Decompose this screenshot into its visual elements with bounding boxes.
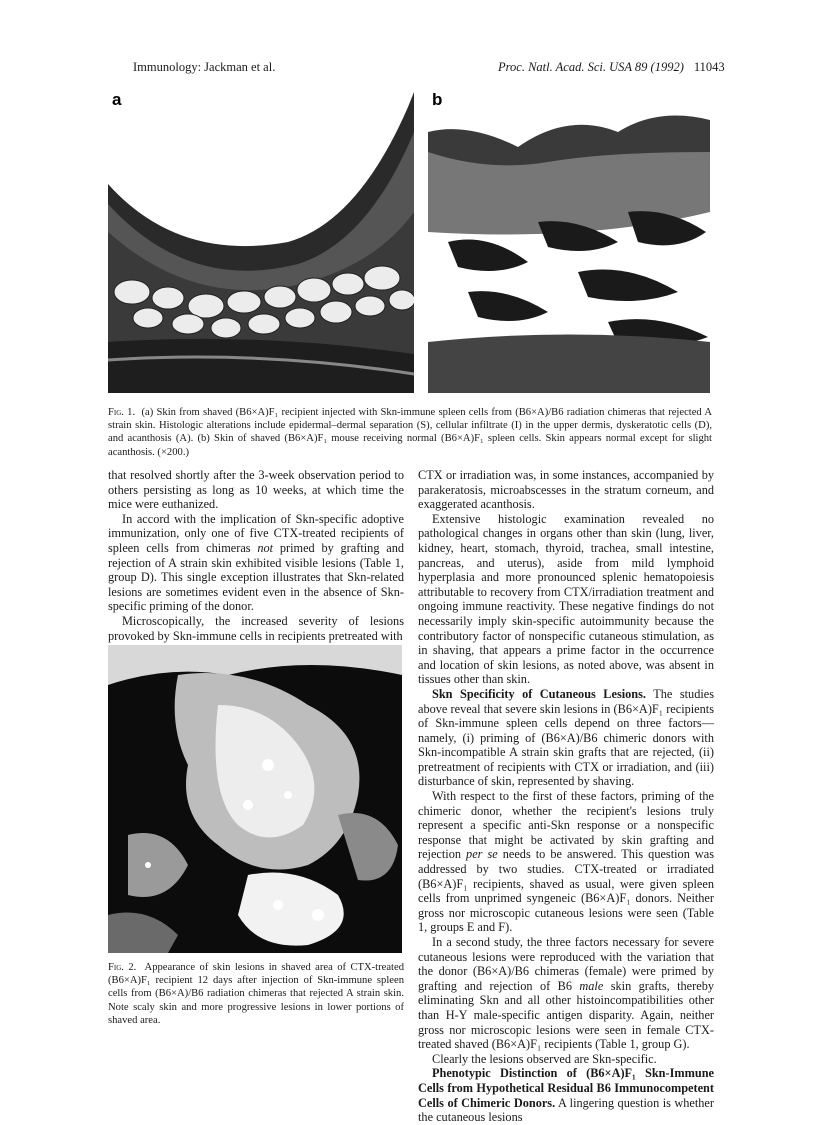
histology-micrograph-a (108, 92, 414, 393)
right-paragraph-7 (418, 1066, 714, 1124)
right-paragraph-4-b: needs to be answered. This question was addressed by two studies. CTX-treated or irradiated (B6×A)F₁ recipients, shaved as usual, were given spleen cells from unprimed syngeneic (B6×A)F₁ donors. Neither gross nor microscopic cutaneous lesions were seen (Table 1, groups E and F). (418, 847, 714, 935)
right-paragraph-5-b: skin grafts, thereby eliminating Skn and all other histoincompatibilities other than H-Y male-specific antigen disparity. Again, neither gross nor microscopic lesions were seen in female CTX-treated shaved (B6×A)F₁ recipients (Table 1, group G). (418, 978, 714, 1052)
figure1-caption-label: Fig. 1. (108, 407, 136, 418)
left-paragraph-2-a: In accord with the implication of Skn-specific adoptive immunization, only one of five CTX-treated recipients of spleen cells from chimeras (108, 511, 404, 555)
right-paragraph-5-emphasis: male (579, 978, 604, 993)
right-paragraph-7-text: A lingering question is whether the cutaneous lesions (418, 1095, 714, 1125)
figure2-photo (108, 645, 402, 953)
figure1-label-a: a (112, 92, 122, 109)
figure1-label-b: b (432, 92, 443, 109)
skin-lesion-photograph (108, 645, 402, 953)
right-paragraph-4-emphasis: per se (466, 847, 498, 862)
right-paragraph-5 (418, 935, 714, 1052)
left-paragraph-3: Microscopically, the increased severity of lesions provoked by Skn-immune cells in recipients pretreated with (108, 613, 404, 643)
journal-citation: Proc. Natl. Acad. Sci. USA 89 (1992) (498, 60, 684, 74)
left-paragraph-2 (108, 512, 404, 614)
right-paragraph-2: Extensive histologic examination revealed no pathological changes in organs other than skin (lung, liver, kidney, heart, stomach, thyroid, trachea, small intestine, pancreas, and uterus), aside from mild lymphoid hyperplasia and more pronounced splenic hematopoiesis attributable to recovery from CTX/irradiation treatment and ongoing immune reactivity. These negative findings do not necessarily imply skin-specific autoimmunity because the contributory factor of nonspecific cutaneous stimulation, as in shaving, that appears a prime factor in the occurrence and location of skin lesions, as noted above, was absent in tissues other than skin. (418, 511, 714, 687)
running-header-journal (498, 60, 725, 75)
right-paragraph-3-text: The studies above reveal that severe skin lesions in (B6×A)F₁ recipients of Skn-immune spleen cells depend on three factors—namely, (i) priming of (B6×A)/B6 chimeric donors with Skn-incompatible A strain skin grafts that are rejected, (ii) pretreatment of recipients with CTX or irradiation, and (iii) disturbance of skin, represented by shaving. (418, 686, 714, 789)
right-paragraph-5-a: In a second study, the three factors necessary for severe cutaneous lesions were reproduced with the variation that the donor (B6×A)/B6 chimeras (female) were primed by grafting and rejection of B6 (418, 935, 714, 993)
running-header-authors: Immunology: Jackman et al. (133, 60, 276, 74)
section-heading-phenotypic-distinction: Phenotypic Distinction of (B6×A)F₁ Skn-Immune Cells from Hypothetical Residual B6 Immunocompetent Cells of Chimeric Donors. (418, 1066, 714, 1110)
left-paragraph-2-b: primed by grafting and rejection of A strain skin exhibited visible lesions (Table 1, group D). This single exception illustrates that Skn-related lesions are sometimes evident even in the absence of Skn-specific priming of the donor. (108, 540, 404, 614)
figure2-caption (108, 961, 404, 1027)
right-column (418, 468, 714, 1125)
figure1-panel-b (428, 92, 710, 393)
figure2-caption-label: Fig. 2. (108, 962, 137, 973)
right-paragraph-6: Clearly the lesions observed are Skn-specific. (432, 1051, 657, 1066)
right-paragraph-1: CTX or irradiation was, in some instances, accompanied by parakeratosis, microabscesses in the stratum corneum, and exaggerated acanthosis. (418, 468, 714, 512)
figure1-panel-a (108, 92, 414, 393)
right-paragraph-4-a: With respect to the first of these factors, priming of the chimeric donor, whether the recipient's lesions truly represent a specific anti-Skn response or a nonspecific response that might be activated by skin grafting and rejection (418, 789, 714, 862)
figure2-caption-text: Appearance of skin lesions in shaved area of CTX-treated (B6×A)F₁ recipient 12 days after injection of Skn-immune spleen cells from (B6×A)/B6 radiation chimeras that rejected A strain skin. Note scaly skin and more progressive lesions in lower portions of shaved area. (108, 962, 404, 1026)
figure1-caption-text: (a) Skin from shaved (B6×A)F₁ recipient injected with Skn-immune spleen cells from (B6×A)/B6 radiation chimeras that rejected A strain skin. Histologic alterations include epidermal–dermal separation (S), cellular infiltrate (I) in the upper dermis, dyskeratotic cells (D), and acanthosis (A). (b) Skin of shaved (B6×A)F₁ mouse receiving normal (B6×A)F₁ spleen cells. Skin appears normal except for slight acanthosis. (×200.) (108, 407, 712, 458)
left-column-top (108, 468, 404, 643)
section-heading-skn-specificity: Skn Specificity of Cutaneous Lesions. (432, 686, 647, 701)
left-paragraph-1: that resolved shortly after the 3-week observation period to others persisting as long as 10 weeks, at which time the mice were euthanized. (108, 468, 404, 512)
right-paragraph-3 (418, 687, 714, 789)
figure1-caption (108, 406, 712, 459)
histology-micrograph-b (428, 92, 710, 393)
right-paragraph-4 (418, 789, 714, 935)
left-paragraph-2-emphasis: not (257, 540, 274, 555)
page-number: 11043 (693, 60, 725, 74)
